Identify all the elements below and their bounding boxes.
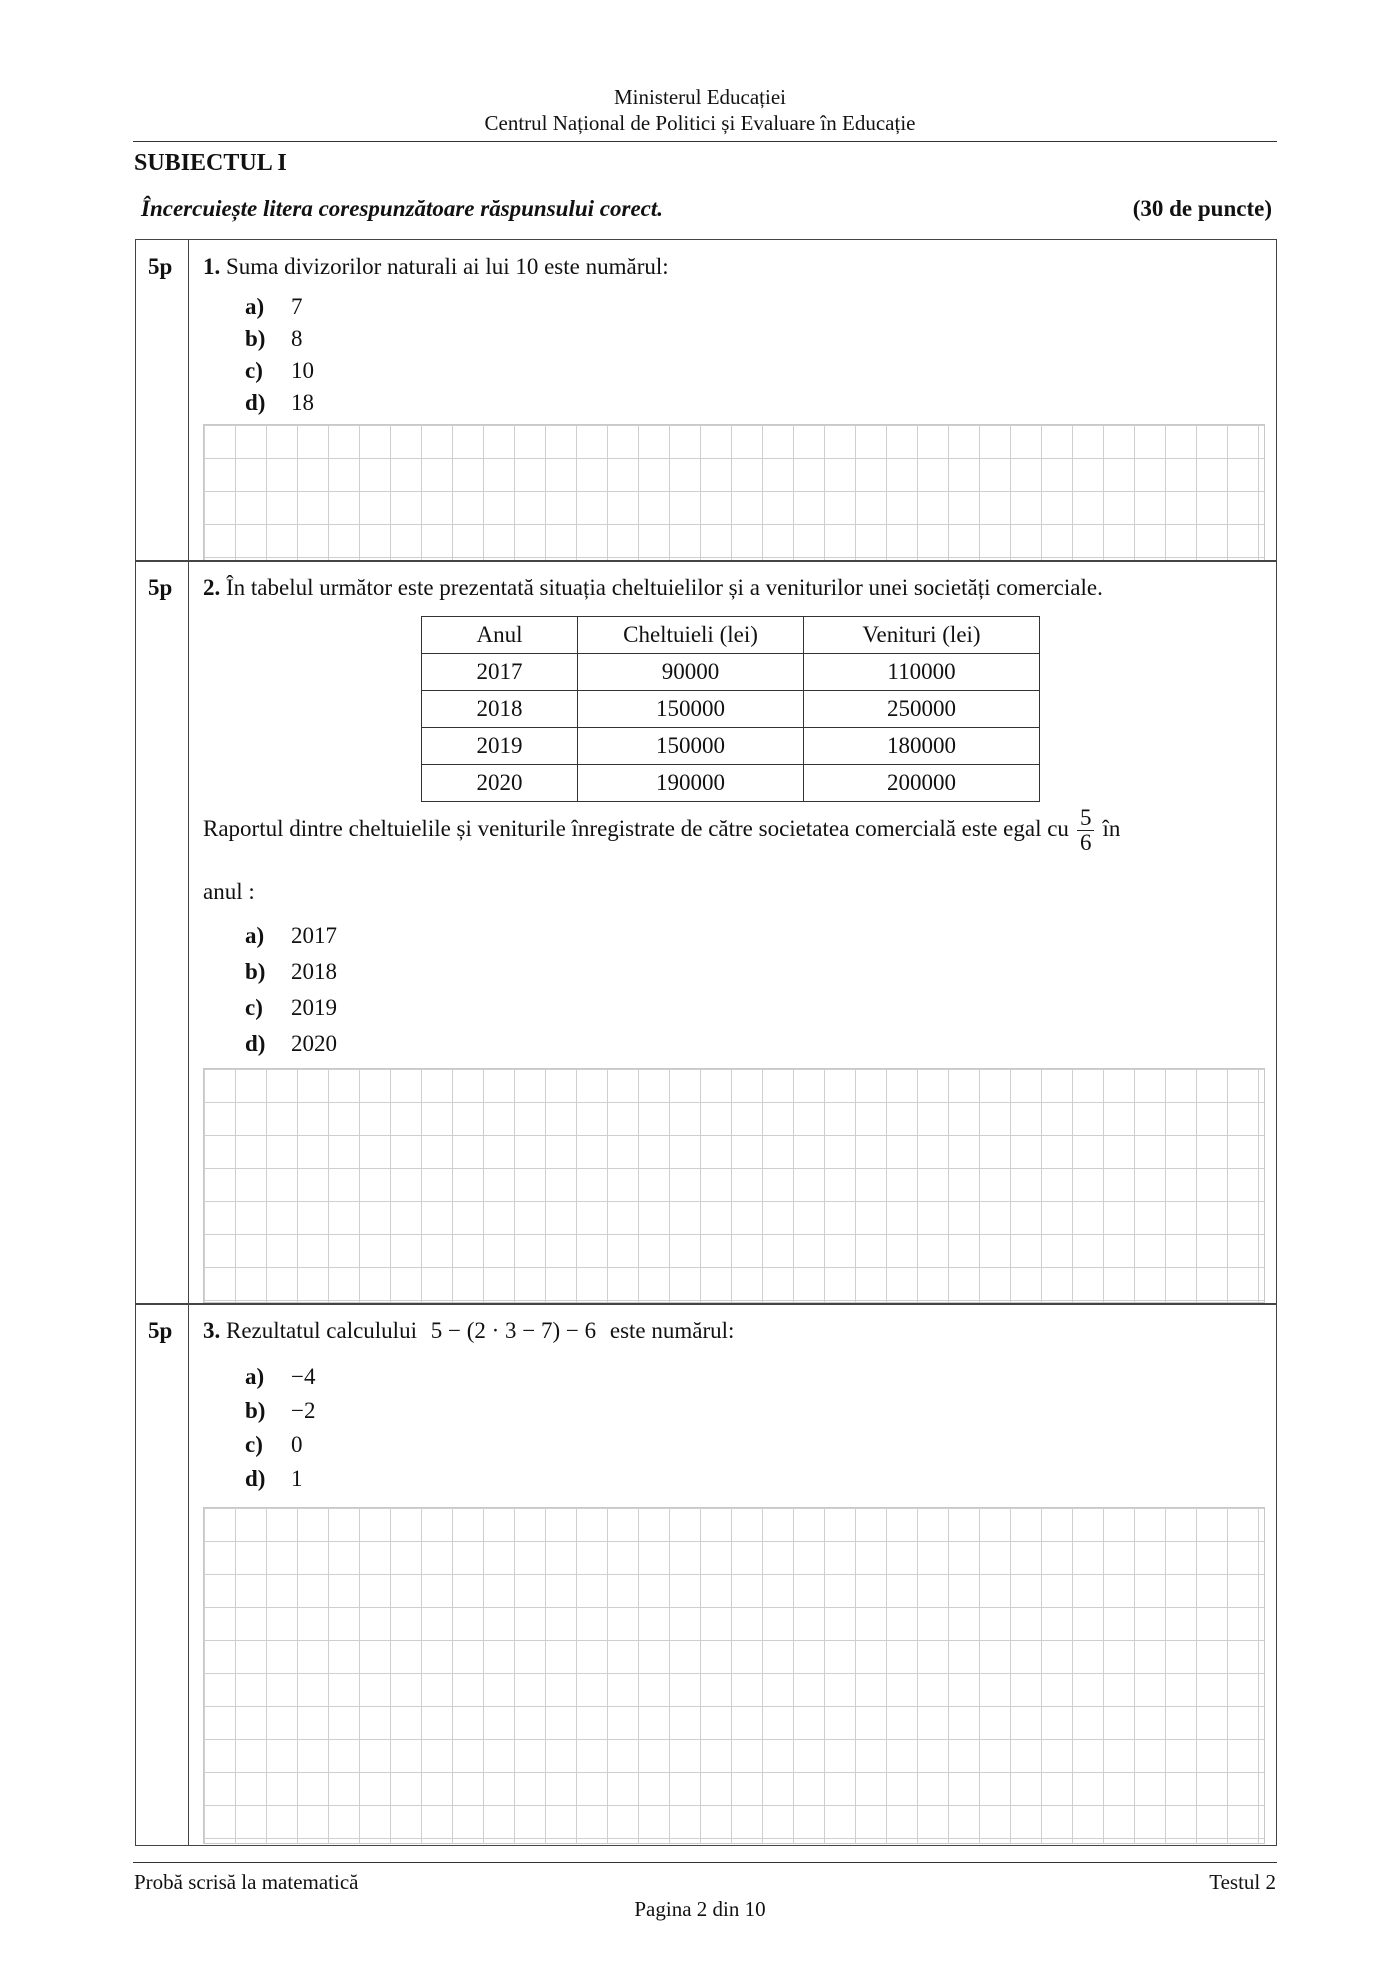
option-d[interactable] [245, 387, 314, 419]
option-letter: b) [245, 959, 266, 984]
option-value: −4 [291, 1364, 316, 1389]
ratio-statement [203, 806, 1120, 855]
option-a[interactable] [245, 918, 337, 954]
table-row [422, 728, 1040, 765]
table-cell: 200000 [804, 765, 1040, 802]
option-b[interactable] [245, 323, 314, 355]
question-points: 5p [148, 1318, 173, 1343]
subject-instruction: Încercuiește litera corespunzătoare răspunsului corect. [141, 196, 664, 221]
table-cell: 250000 [804, 691, 1040, 728]
points-column-divider [188, 240, 189, 561]
header-divider [133, 141, 1277, 142]
table-cell: 150000 [578, 728, 804, 765]
answer-grid[interactable] [203, 1068, 1265, 1303]
option-b[interactable] [245, 954, 337, 990]
option-value: 2017 [291, 923, 337, 948]
option-c[interactable] [245, 355, 314, 387]
table-row [422, 691, 1040, 728]
ratio-text-end: în [1102, 815, 1121, 841]
ratio-statement-continued: anul : [203, 879, 255, 904]
question-text [203, 1318, 734, 1344]
option-value: 2018 [291, 959, 337, 984]
table-cell: 90000 [578, 654, 804, 691]
option-letter: d) [245, 390, 266, 415]
option-letter: c) [245, 358, 263, 383]
option-letter: d) [245, 1031, 266, 1056]
table-row [422, 765, 1040, 802]
expenses-table [421, 616, 1040, 802]
subject-title: SUBIECTUL I [134, 150, 287, 176]
table-cell: 180000 [804, 728, 1040, 765]
option-d[interactable] [245, 1026, 337, 1062]
points-column-divider [188, 1304, 189, 1845]
option-letter: c) [245, 995, 263, 1020]
answer-grid[interactable] [203, 424, 1265, 561]
option-value: 18 [291, 390, 314, 415]
option-c[interactable] [245, 1428, 315, 1462]
math-expression: 5 − (2 · 3 − 7) − 6 [430, 1318, 597, 1343]
question-text [203, 575, 1103, 601]
table-row [422, 654, 1040, 691]
option-d[interactable] [245, 1462, 315, 1496]
option-letter: b) [245, 1398, 266, 1423]
question-3 [135, 1303, 1277, 1846]
option-letter: a) [245, 294, 265, 319]
options-list [245, 918, 337, 1062]
option-letter: b) [245, 326, 266, 351]
table-cell: 2018 [422, 691, 578, 728]
table-header: Cheltuieli (lei) [578, 617, 804, 654]
answer-grid[interactable] [203, 1507, 1265, 1844]
page-header [0, 84, 1400, 136]
fraction-denominator: 6 [1079, 830, 1092, 855]
option-value: −2 [291, 1398, 316, 1423]
option-letter: a) [245, 1364, 265, 1389]
question-statement: În tabelul următor este prezentată situația cheltuielilor și a veniturilor unei societăți comerciale. [226, 575, 1103, 600]
option-value: 1 [291, 1466, 303, 1491]
options-list [245, 291, 314, 419]
table-cell: 110000 [804, 654, 1040, 691]
question-points: 5p [148, 254, 173, 279]
table-cell: 2017 [422, 654, 578, 691]
footer-divider [133, 1862, 1277, 1863]
table-cell: 2020 [422, 765, 578, 802]
question-number: 3. [203, 1318, 221, 1343]
footer-test-number: Testul 2 [1209, 1870, 1276, 1894]
ministry-name: Ministerul Educației [613, 85, 787, 109]
table-cell: 150000 [578, 691, 804, 728]
question-statement-end: este numărul: [609, 1318, 735, 1343]
option-letter: c) [245, 1432, 263, 1457]
table-cell: 2019 [422, 728, 578, 765]
fraction-numerator: 5 [1077, 806, 1095, 831]
table-cell: 190000 [578, 765, 804, 802]
option-value: 10 [291, 358, 314, 383]
question-statement: Rezultatul calculului [226, 1318, 417, 1343]
question-points: 5p [148, 575, 173, 600]
option-letter: d) [245, 1466, 266, 1491]
options-list [245, 1360, 315, 1496]
option-value: 7 [291, 294, 303, 319]
option-letter: a) [245, 923, 265, 948]
option-a[interactable] [245, 291, 314, 323]
question-text [203, 254, 669, 280]
option-c[interactable] [245, 990, 337, 1026]
question-statement: Suma divizorilor naturali ai lui 10 este numărul: [226, 254, 669, 279]
option-value: 0 [291, 1432, 303, 1457]
footer-page-number: Pagina 2 din 10 [634, 1897, 766, 1921]
subject-points: (30 de puncte) [1132, 196, 1272, 221]
table-header: Venituri (lei) [804, 617, 1040, 654]
center-name: Centrul Național de Politici și Evaluare în Educație [484, 111, 916, 135]
fraction [1077, 806, 1095, 855]
option-a[interactable] [245, 1360, 315, 1394]
ratio-text: Raportul dintre cheltuielile și veniturile înregistrate de către societatea comercială este egal cu [203, 815, 1069, 841]
option-value: 8 [291, 326, 303, 351]
table-header-row [422, 617, 1040, 654]
question-2 [135, 560, 1277, 1305]
question-number: 2. [203, 575, 221, 600]
option-value: 2020 [291, 1031, 337, 1056]
option-value: 2019 [291, 995, 337, 1020]
footer-exam-name: Probă scrisă la matematică [134, 1870, 359, 1894]
question-number: 1. [203, 254, 221, 279]
option-b[interactable] [245, 1394, 315, 1428]
table-header: Anul [422, 617, 578, 654]
points-column-divider [188, 561, 189, 1304]
question-1 [135, 239, 1277, 562]
